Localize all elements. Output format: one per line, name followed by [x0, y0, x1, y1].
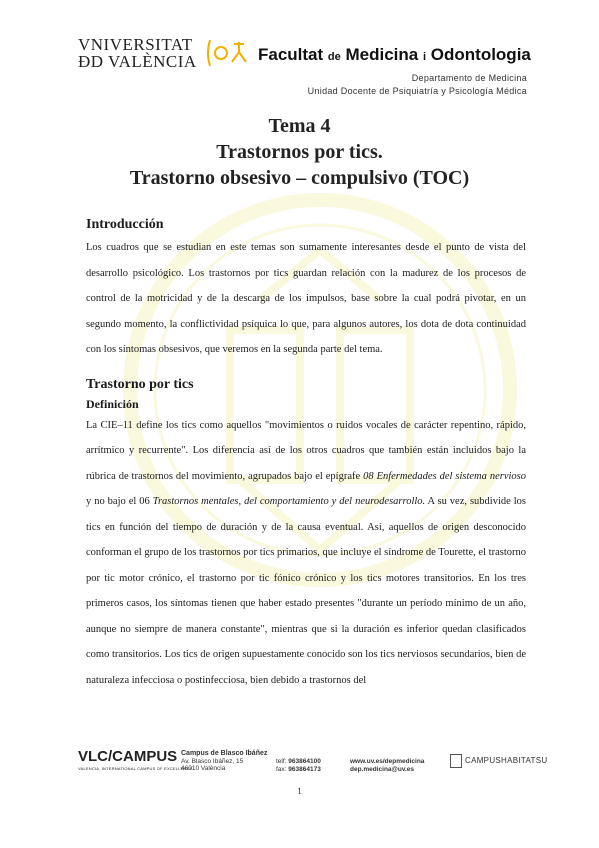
document-body [86, 215, 526, 693]
faculty-logo-icon [204, 38, 254, 68]
intro-heading: Introducción [86, 217, 164, 232]
document-title [0, 113, 599, 191]
campus-habitat-logo: CAMPUSHABITATSU [450, 754, 547, 768]
title-line-3: Trastorno obsesivo – compulsivo (TOC) [129, 167, 470, 189]
vlc-campus-logo: VLC/CAMPUS VALENCIA, INTERNATIONAL CAMPUS OF EXCELLENCE [78, 748, 193, 771]
campus-address: Campus de Blasco Ibáñez Av. Blasco Ibáñez, 15 46010 València [181, 750, 268, 772]
page-footer [78, 748, 548, 778]
contact-web [350, 758, 424, 774]
university-logo-text: VNIVERSITAT ÐD VALÈNCIA [78, 35, 197, 71]
contact-phones: telf: 963864100 fax: 963864173 [276, 758, 321, 773]
faculty-name: Facultat de Medicina i Odontologia [258, 45, 531, 64]
title-line-1: Tema 4 [268, 115, 331, 137]
habitat-icon [450, 754, 462, 768]
email-link[interactable]: dep.medicina@uv.es [350, 766, 415, 773]
definition-paragraph: La CIE–11 define los tics como aquellos "movimientos o ruidos vocales de carácter repentino, rápido, arrítmico y recurrente". Los diferencia así de los otros cuadros que también están incluidos bajo la rúbrica de trastornos del movimiento, agrupados bajo el epígrafe 08 Enfermedades del sistema nervioso y no bajo el 06 Trastornos mentales, del comportamiento y del neurodesarrollo. A su vez, subdivide los tics en función del tiempo de duración y de la causa eventual. Así, aquellos de origen desconocido conforman el grupo de los trastornos por tics primarios, que incluye el síndrome de Tourette, el trastorno por tic motor crónico, el trastorno por tic fónico crónico y los tics motores transitorios. En los tres primeros casos, los síntomas tienen que haber estado presentes "durante un período mínimo de un año, aunque no siempre de manera constante", mientras que si la duración es inferior quedan clasificados como transitorios. Los tics de origen supuestamente conocido son los tics nerviosos secundarios, bien de naturaleza infecciosa o postinfecciosa, bien debido a trastornos del [86, 419, 527, 686]
intro-paragraph: Los cuadros que se estudian en este temas son sumamente interesantes desde el punto de vista del desarrollo psicológico. Los trastornos por tics guardan relación con la madurez de los procesos de control de la motricidad y de la descarga de los impulsos, base sobre la cual podrá pivotar, en un segundo momento, la conflictividad psíquica lo que, para algunos autores, los dota de dota continuidad con los síntomas obsesivos, que veremos en la segunda parte del tema. [86, 242, 526, 355]
website-link[interactable]: www.uv.es/depmedicina [350, 758, 425, 765]
page-number: 1 [297, 786, 302, 796]
department-info: Departamento de Medicina Unidad Docente de Psiquiatría y Psicología Médica [307, 73, 527, 96]
definition-heading: Definición [86, 396, 139, 411]
title-line-2: Trastornos por tics. [216, 141, 383, 163]
section-heading: Trastorno por tics [86, 376, 194, 392]
